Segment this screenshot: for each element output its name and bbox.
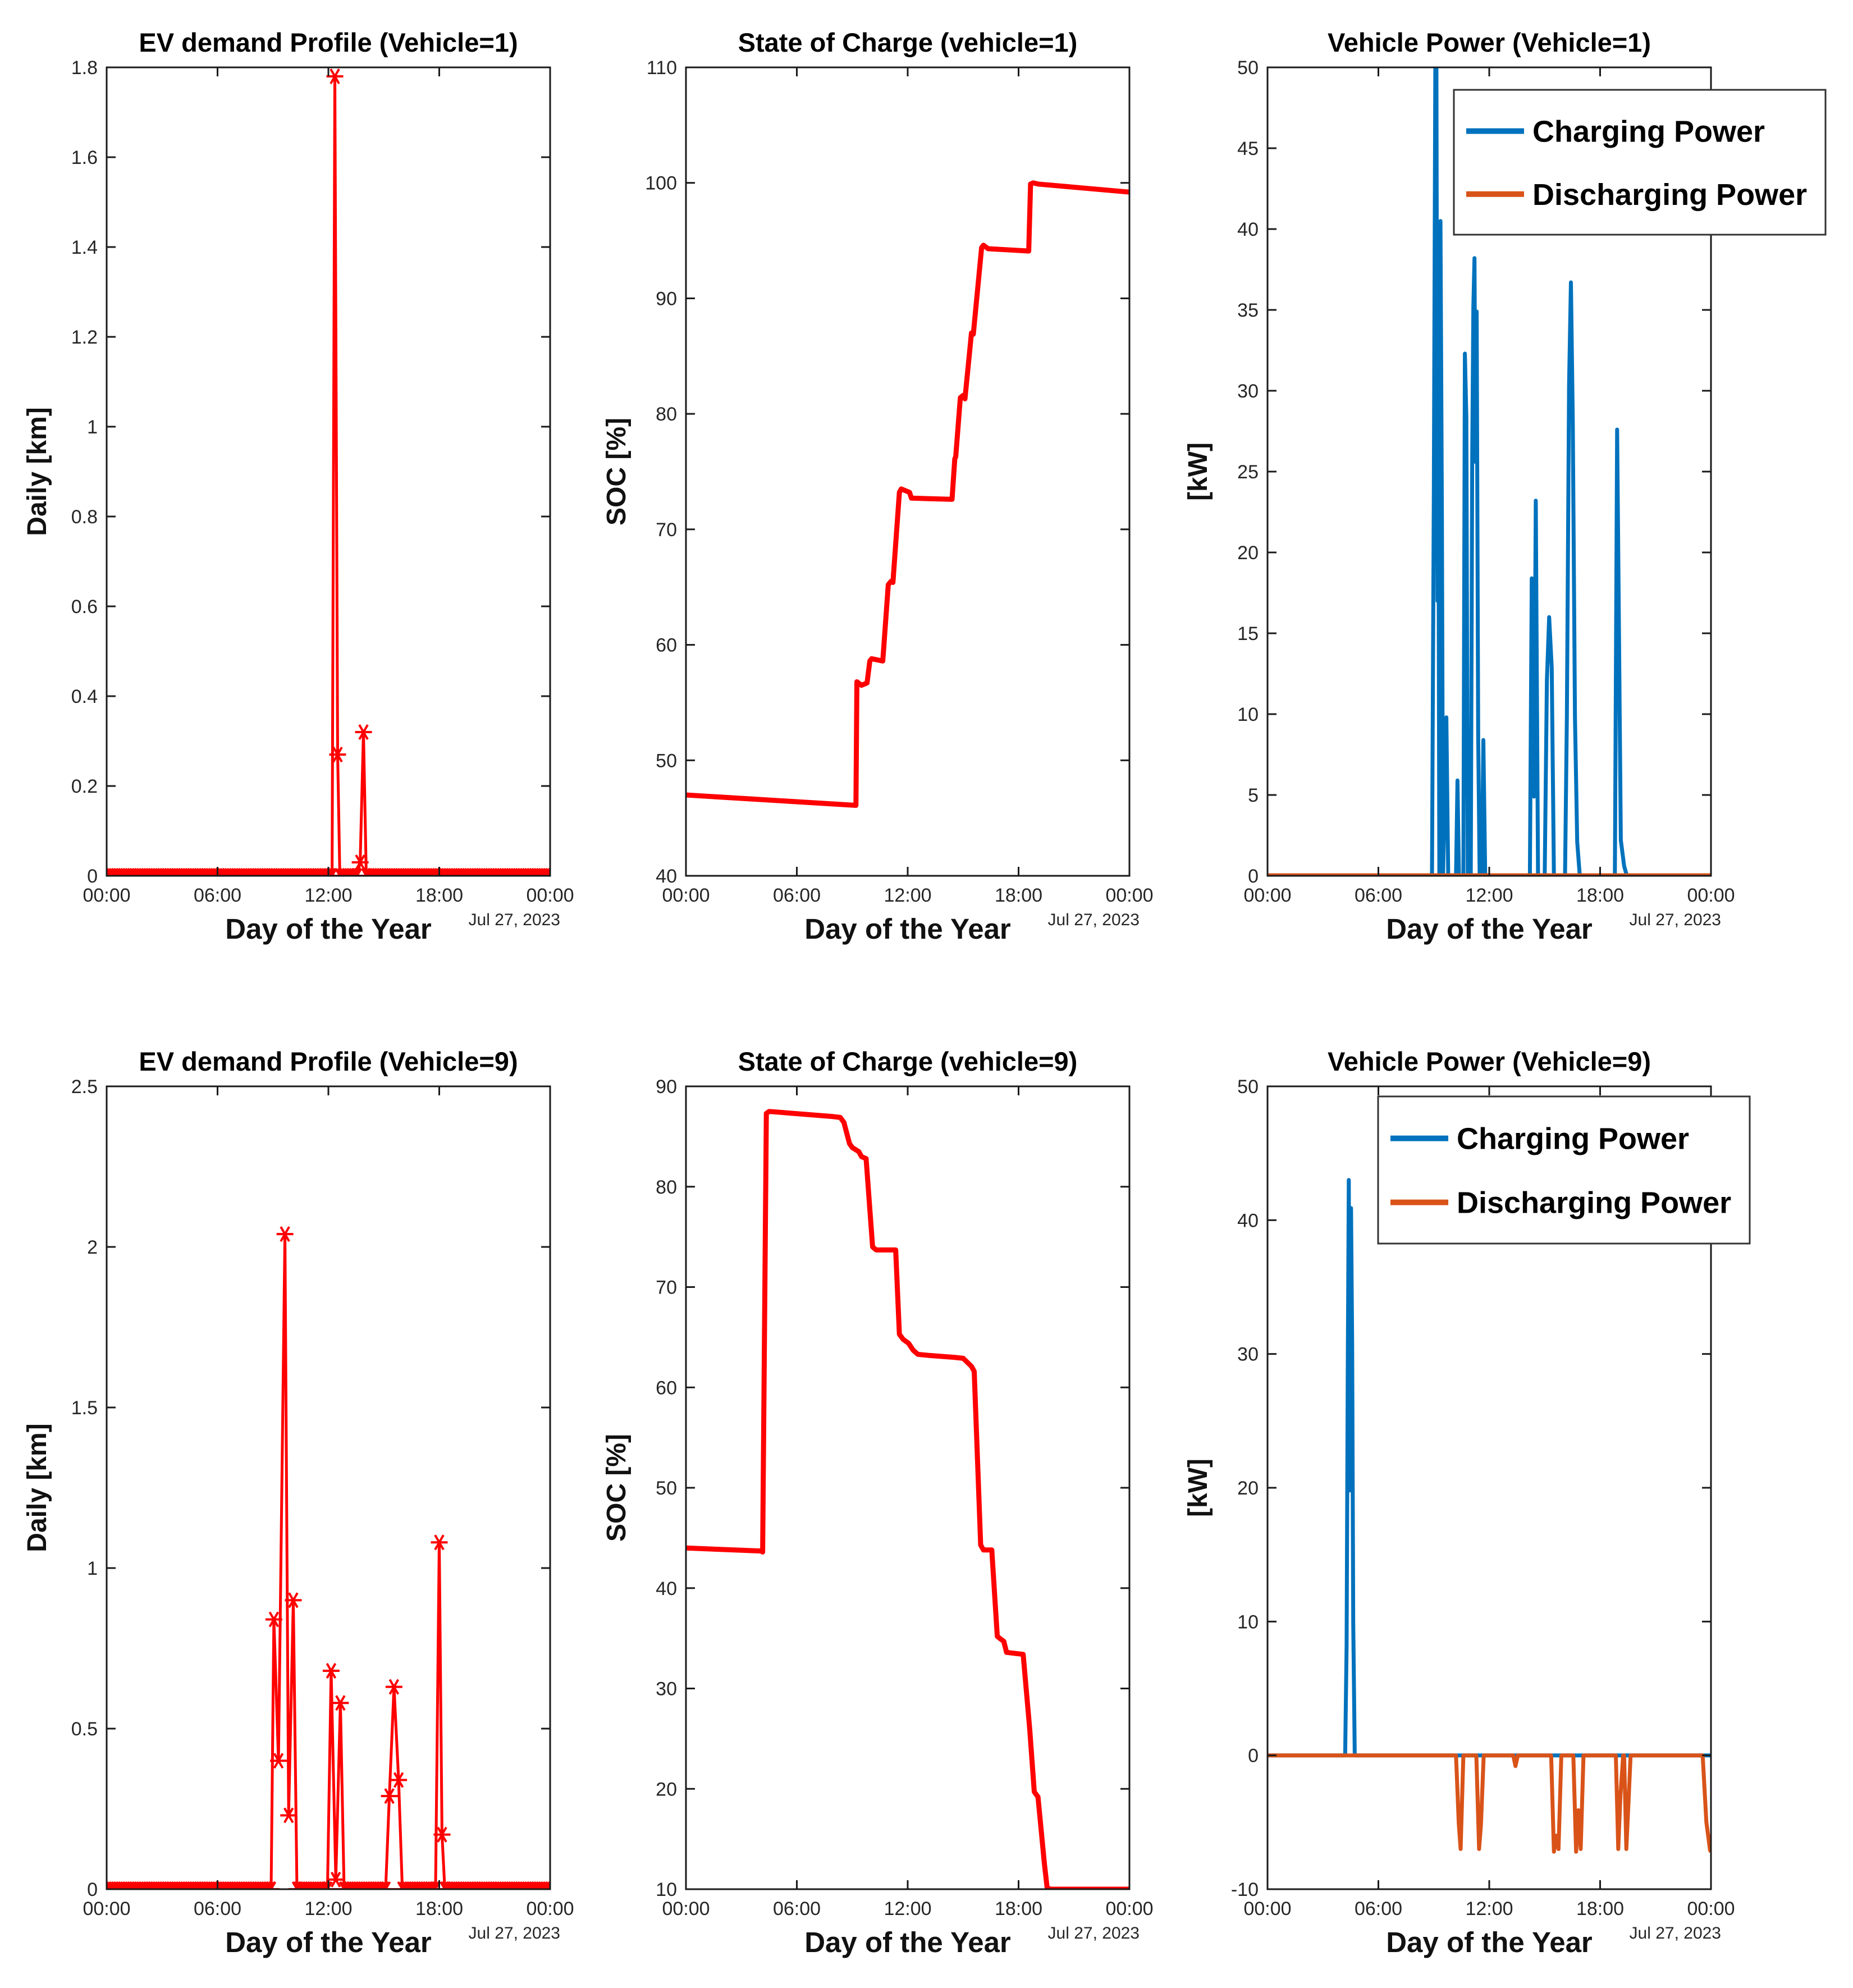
x-tick-label: 18:00 (994, 885, 1043, 906)
y-tick-label: -10 (1230, 1879, 1259, 1900)
plot-area (686, 1086, 1129, 1889)
y-tick-label: 1.4 (71, 237, 98, 258)
y-tick-label: 40 (656, 1578, 677, 1599)
legend-box (1378, 1096, 1750, 1244)
y-axis-label: SOC [%] (602, 418, 632, 525)
chart-title: State of Charge (vehicle=1) (738, 28, 1078, 57)
x-axis-label: Day of the Year (225, 1926, 432, 1958)
x-tick-label: 00:00 (1243, 1898, 1292, 1920)
y-tick-label: 2.5 (71, 1076, 98, 1098)
x-tick-label: 00:00 (526, 885, 574, 906)
x-tick-label: 18:00 (415, 1898, 464, 1920)
y-tick-label: 90 (656, 1076, 677, 1098)
x-tick-label: 18:00 (994, 1898, 1043, 1920)
legend-label: Discharging Power (1532, 177, 1808, 212)
chart-title: EV demand Profile (Vehicle=9) (139, 1046, 518, 1076)
x-tick-label: 12:00 (1465, 885, 1513, 906)
y-tick-label: 0.5 (71, 1719, 98, 1740)
y-tick-label: 70 (656, 519, 677, 541)
y-tick-label: 40 (1237, 1210, 1259, 1232)
legend-label: Discharging Power (1457, 1186, 1732, 1220)
y-tick-label: 35 (1237, 300, 1259, 321)
date-label: Jul 27, 2023 (1629, 1924, 1721, 1943)
y-tick-label: 0 (1248, 866, 1259, 887)
y-tick-label: 10 (656, 1879, 677, 1900)
legend (1378, 1096, 1750, 1244)
y-tick-label: 80 (656, 1176, 677, 1198)
y-tick-label: 100 (645, 172, 677, 194)
y-tick-label: 1 (87, 417, 98, 438)
x-tick-label: 12:00 (1465, 1898, 1513, 1920)
y-tick-label: 110 (646, 57, 677, 79)
date-label: Jul 27, 2023 (1047, 1924, 1140, 1943)
y-tick-label: 45 (1237, 138, 1259, 159)
x-tick-label: 00:00 (1687, 885, 1735, 906)
y-tick-label: 0 (87, 1879, 98, 1900)
y-tick-label: 15 (1237, 623, 1259, 645)
y-axis-label: [kW] (1183, 1459, 1213, 1517)
y-tick-label: 2 (87, 1237, 98, 1258)
x-axis-label: Day of the Year (225, 913, 432, 945)
x-tick-label: 18:00 (1576, 1898, 1625, 1920)
y-axis-label: SOC [%] (602, 1434, 632, 1542)
date-label: Jul 27, 2023 (1629, 911, 1721, 929)
x-axis-label: Day of the Year (804, 1926, 1011, 1958)
y-tick-label: 0.4 (71, 686, 98, 707)
y-axis-label: Daily [km] (22, 1423, 52, 1552)
x-tick-label: 00:00 (662, 885, 710, 906)
y-tick-label: 1 (87, 1558, 98, 1579)
chart-title: EV demand Profile (Vehicle=1) (139, 28, 518, 57)
y-tick-label: 30 (1237, 381, 1259, 402)
chart-title: Vehicle Power (Vehicle=1) (1327, 28, 1651, 57)
y-axis-label: Daily [km] (22, 407, 52, 536)
legend (1454, 90, 1825, 235)
legend-label: Charging Power (1457, 1122, 1690, 1156)
y-tick-label: 30 (1237, 1343, 1259, 1365)
x-axis-label: Day of the Year (1386, 913, 1593, 945)
y-tick-label: 50 (1237, 57, 1259, 79)
y-tick-label: 50 (1237, 1076, 1259, 1098)
y-tick-label: 20 (1237, 1478, 1259, 1499)
x-tick-label: 00:00 (83, 885, 131, 906)
y-tick-label: 25 (1237, 461, 1259, 483)
y-tick-label: 0.2 (71, 776, 98, 797)
y-axis-label: [kW] (1183, 442, 1213, 501)
chart-title: State of Charge (vehicle=9) (738, 1046, 1078, 1076)
y-tick-label: 60 (656, 1377, 677, 1399)
legend-label: Charging Power (1532, 115, 1765, 149)
x-tick-label: 00:00 (662, 1898, 710, 1920)
x-axis-label: Day of the Year (804, 913, 1011, 945)
y-tick-label: 1.8 (71, 57, 98, 79)
chart-title: Vehicle Power (Vehicle=9) (1327, 1046, 1651, 1076)
x-tick-label: 00:00 (1243, 885, 1292, 906)
y-tick-label: 10 (1237, 1611, 1259, 1633)
y-tick-label: 20 (1237, 542, 1259, 564)
y-tick-label: 0 (1248, 1745, 1259, 1767)
y-tick-label: 70 (656, 1277, 677, 1299)
y-tick-label: 1.6 (71, 147, 98, 168)
x-tick-label: 18:00 (1576, 885, 1625, 906)
y-tick-label: 50 (656, 1478, 677, 1499)
x-tick-label: 18:00 (415, 885, 464, 906)
date-label: Jul 27, 2023 (468, 911, 560, 929)
y-tick-label: 40 (1237, 219, 1259, 240)
y-tick-label: 20 (656, 1779, 677, 1800)
y-tick-label: 0.8 (71, 506, 98, 528)
x-tick-label: 06:00 (772, 1898, 821, 1920)
y-tick-label: 50 (656, 750, 677, 772)
y-tick-label: 60 (656, 634, 677, 656)
y-tick-label: 90 (656, 288, 677, 310)
x-tick-label: 06:00 (193, 1898, 242, 1920)
x-tick-label: 00:00 (526, 1898, 574, 1920)
x-tick-label: 06:00 (1354, 1898, 1403, 1920)
y-tick-label: 30 (656, 1678, 677, 1700)
y-tick-label: 5 (1248, 785, 1259, 806)
y-tick-label: 80 (656, 404, 677, 426)
y-tick-label: 10 (1237, 704, 1259, 725)
x-axis-label: Day of the Year (1386, 1926, 1593, 1958)
y-tick-label: 40 (656, 866, 677, 887)
x-tick-label: 12:00 (884, 885, 932, 906)
x-tick-label: 00:00 (1687, 1898, 1735, 1920)
x-tick-label: 06:00 (1354, 885, 1403, 906)
legend-box (1454, 90, 1825, 235)
x-tick-label: 12:00 (884, 1898, 932, 1920)
x-tick-label: 00:00 (1105, 885, 1154, 906)
date-label: Jul 27, 2023 (468, 1924, 560, 1943)
x-tick-label: 12:00 (304, 1898, 353, 1920)
x-tick-label: 00:00 (83, 1898, 131, 1920)
y-tick-label: 1.2 (71, 327, 98, 348)
y-tick-label: 0.6 (71, 596, 98, 618)
plot-area (107, 67, 550, 876)
subplot (1183, 1046, 1750, 1958)
x-tick-label: 00:00 (1105, 1898, 1154, 1920)
x-tick-label: 06:00 (772, 885, 821, 906)
x-tick-label: 06:00 (193, 885, 242, 906)
x-tick-label: 12:00 (304, 885, 353, 906)
y-tick-label: 1.5 (71, 1397, 98, 1419)
y-tick-label: 0 (87, 866, 98, 887)
date-label: Jul 27, 2023 (1047, 911, 1140, 929)
